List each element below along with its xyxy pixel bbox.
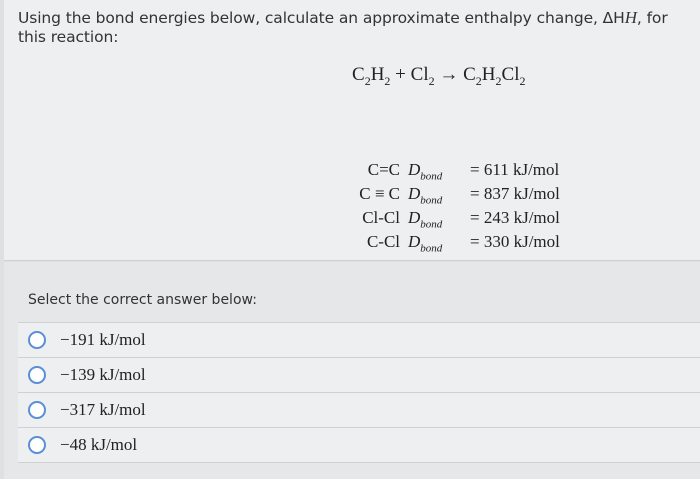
bond-energy-symbol: $D_{bond}$	[408, 184, 443, 207]
select-answer-label: Select the correct answer below:	[28, 292, 257, 308]
bond-energy-value: = 243 kJ/mol	[470, 208, 560, 227]
bond-energy-value: = 837 kJ/mol	[470, 184, 560, 203]
answer-panel	[4, 262, 700, 479]
reaction-arrow: →	[434, 64, 464, 85]
reaction-equation: $C_2H_2 + Cl_2 \to C_2H_2Cl_2$	[352, 64, 526, 88]
bond-name: C=C	[367, 160, 400, 179]
answer-option[interactable]	[18, 392, 700, 427]
bond-energy-symbol: $D_{bond}$	[408, 232, 443, 255]
bond-name: C-Cl	[366, 232, 400, 251]
bond-row	[336, 208, 560, 232]
answer-option-label: −139 kJ/mol	[60, 365, 146, 384]
answer-option[interactable]	[18, 322, 700, 357]
bond-energy-symbol: $D_{bond}$	[408, 160, 443, 183]
answer-options	[18, 322, 700, 463]
radio-button-icon[interactable]	[28, 401, 46, 419]
bond-row	[336, 184, 560, 208]
answer-option[interactable]	[18, 427, 700, 463]
delta-h-symbol: H	[624, 8, 637, 27]
radio-button-icon[interactable]	[28, 331, 46, 349]
bond-row	[336, 160, 560, 184]
bond-energy-symbol: $D_{bond}$	[408, 208, 443, 231]
bond-energy-value: = 330 kJ/mol	[470, 232, 560, 251]
answer-option[interactable]	[18, 357, 700, 392]
radio-button-icon[interactable]	[28, 436, 46, 454]
question-panel	[4, 0, 700, 261]
radio-button-icon[interactable]	[28, 366, 46, 384]
answer-option-label: −48 kJ/mol	[60, 435, 138, 454]
bond-energy-table	[336, 160, 560, 256]
question-prompt: Using the bond energies below, calculate an approximate enthalpy change, ΔHH, for this reaction:	[18, 8, 668, 46]
bond-name: C ≡ C	[359, 184, 400, 203]
bond-name: Cl-Cl	[362, 208, 400, 227]
bond-energy-value: = 611 kJ/mol	[470, 160, 560, 179]
answer-option-label: −317 kJ/mol	[60, 400, 146, 419]
answer-option-label: −191 kJ/mol	[60, 330, 146, 349]
bond-row	[336, 232, 560, 256]
